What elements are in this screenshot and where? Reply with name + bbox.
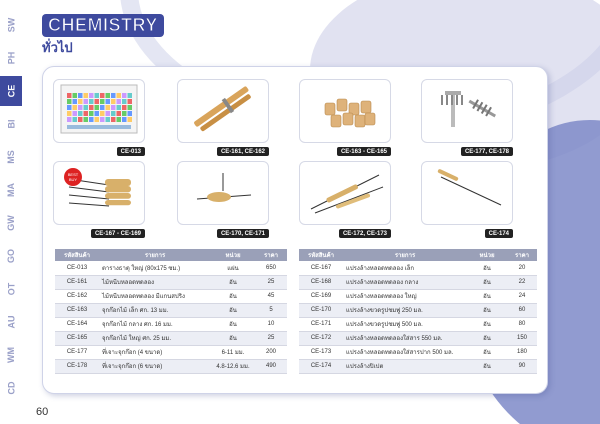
table-row — [299, 359, 537, 373]
product-price-cell: 5 — [255, 303, 287, 317]
product-unit-cell: อัน — [467, 359, 507, 373]
product-name-cell: แปรงล้างหลอดทดลอง ใหญ่ — [343, 289, 467, 303]
product-unit-cell: อัน — [467, 317, 507, 331]
product-code-cell: CE-169 — [299, 289, 343, 303]
product-code-tag: CE-161, CE-162 — [217, 147, 269, 156]
col-unit-header: หน่วย — [467, 249, 507, 261]
section-tab-ot[interactable] — [0, 274, 22, 304]
product-name-cell: จุกก๊อกไม้ เล็ก ศก. 13 มม. — [99, 303, 211, 317]
table-header-row — [55, 249, 287, 261]
table-header-row — [299, 249, 537, 261]
price-table-left — [55, 249, 287, 374]
section-tab-label: OT — [6, 282, 16, 296]
section-tab-cd[interactable] — [0, 373, 22, 403]
col-price-header: ราคา — [507, 249, 537, 261]
product-price-cell: 60 — [507, 303, 537, 317]
product-price-cell: 490 — [255, 359, 287, 373]
svg-text:BUY: BUY — [68, 176, 78, 182]
product-unit-cell: อัน — [467, 289, 507, 303]
product-code-tag: CE-170, CE-171 — [217, 229, 269, 238]
product-code-cell: CE-177 — [55, 345, 99, 359]
product-name-cell: ไม้หนีบหลอดทดลอง มีแกนสปริง — [99, 289, 211, 303]
product-code-tag: CE-167 - CE-169 — [91, 229, 145, 238]
section-tab-label: MA — [6, 183, 16, 197]
periodic-table-chart-icon — [59, 83, 139, 140]
page-subtitle: ทั่วไป — [42, 40, 73, 55]
product-code-cell: CE-170 — [299, 303, 343, 317]
product-name-cell: จุกก๊อกไม้ ใหญ่ ศก. 25 มม. — [99, 331, 211, 345]
product-code-cell: CE-171 — [299, 317, 343, 331]
product-code-tag: CE-172, CE-173 — [339, 229, 391, 238]
product-unit-cell: 6-11 มม. — [211, 345, 255, 359]
section-tab-label: SW — [6, 17, 16, 33]
product-code-cell: CE-164 — [55, 317, 99, 331]
product-panel — [42, 66, 548, 394]
section-tab-bi[interactable] — [0, 109, 22, 139]
product-price-cell: 24 — [507, 289, 537, 303]
product-unit-cell: อัน — [467, 345, 507, 359]
product-name-cell: ไม้หนีบหลอดทดลอง — [99, 275, 211, 289]
page-title: CHEMISTRY — [48, 15, 158, 35]
table-row — [299, 331, 537, 345]
product-name-cell: ที่เจาะจุกก๊อก (6 ขนาด) — [99, 359, 211, 373]
product-code-cell: CE-165 — [55, 331, 99, 345]
product-unit-cell: อัน — [211, 289, 255, 303]
product-name-cell: แปรงล้างหลอดทดลองใส่สาร 550 มล. — [343, 331, 467, 345]
product-name-cell: แปรงล้างปิเปต — [343, 359, 467, 373]
table-row — [55, 289, 287, 303]
product-unit-cell: อัน — [467, 261, 507, 275]
product-code-tag: CE-163 - CE-165 — [337, 147, 391, 156]
product-price-cell: 200 — [255, 345, 287, 359]
section-tab-label: PH — [5, 51, 16, 65]
section-tab-ma[interactable] — [0, 175, 22, 205]
product-code-cell: CE-161 — [55, 275, 99, 289]
product-price-cell: 90 — [507, 359, 537, 373]
product-code-tag: CE-013 — [117, 147, 145, 156]
product-unit-cell: อัน — [211, 331, 255, 345]
product-price-cell: 150 — [507, 331, 537, 345]
product-price-cell: 20 — [507, 261, 537, 275]
product-code-cell: CE-174 — [299, 359, 343, 373]
product-unit-cell: 4.8-12.6 มม. — [211, 359, 255, 373]
product-price-cell: 80 — [507, 317, 537, 331]
table-row — [299, 345, 537, 359]
product-image — [421, 161, 513, 225]
product-unit-cell: อัน — [467, 331, 507, 345]
section-tab-label: WM — [6, 347, 16, 363]
product-image — [421, 79, 513, 143]
section-tabs — [0, 10, 22, 414]
table-row — [55, 317, 287, 331]
product-unit-cell: อัน — [211, 303, 255, 317]
product-unit-cell: อัน — [211, 317, 255, 331]
product-image — [177, 79, 269, 143]
table-row — [299, 317, 537, 331]
product-unit-cell: อัน — [467, 303, 507, 317]
table-row — [55, 261, 287, 275]
product-name-cell: แปรงล้างขวดรูปชมพู่ 500 มล. — [343, 317, 467, 331]
section-tab-label: GW — [6, 215, 16, 231]
col-unit-header: หน่วย — [211, 249, 255, 261]
table-row — [55, 359, 287, 373]
product-price-cell: 180 — [507, 345, 537, 359]
product-price-cell: 22 — [507, 275, 537, 289]
section-tab-label: MS — [6, 150, 16, 164]
product-code-tag: CE-174 — [485, 229, 513, 238]
table-row — [55, 303, 287, 317]
product-code-cell: CE-173 — [299, 345, 343, 359]
product-image — [299, 161, 391, 225]
product-price-cell: 650 — [255, 261, 287, 275]
product-name-cell: แปรงล้างหลอดทดลองใส่สารปาก 500 มล. — [343, 345, 467, 359]
section-tab-label: AU — [6, 315, 16, 329]
product-name-cell: แปรงล้างหลอดทดลอง เล็ก — [343, 261, 467, 275]
product-image — [53, 79, 145, 143]
cork-borer-set-icon — [427, 83, 507, 140]
flask-brush-icon — [183, 165, 263, 222]
page-number: 60 — [36, 406, 49, 418]
table-row — [299, 261, 537, 275]
product-code-cell: CE-163 — [55, 303, 99, 317]
product-price-cell: 10 — [255, 317, 287, 331]
product-image — [177, 161, 269, 225]
col-name-header: รายการ — [343, 249, 467, 261]
section-tab-go[interactable] — [0, 241, 22, 271]
svg-text:BEST: BEST — [67, 171, 79, 177]
product-name-cell: ที่เจาะจุกก๊อก (4 ขนาด) — [99, 345, 211, 359]
burette-brushes-icon — [305, 165, 385, 222]
section-tab-label: BI — [6, 119, 16, 129]
product-unit-cell: แผ่น — [211, 261, 255, 275]
table-row — [299, 275, 537, 289]
product-unit-cell: อัน — [467, 275, 507, 289]
section-tab-label: CE — [5, 84, 16, 98]
product-price-cell: 45 — [255, 289, 287, 303]
product-unit-cell: อัน — [211, 275, 255, 289]
section-tab-gw[interactable] — [0, 208, 22, 238]
table-row — [299, 303, 537, 317]
cork-stoppers-icon — [305, 83, 385, 140]
table-row — [55, 275, 287, 289]
product-price-cell: 25 — [255, 331, 287, 345]
price-table-right — [299, 249, 537, 374]
product-image — [53, 161, 145, 225]
section-tab-au[interactable] — [0, 307, 22, 337]
product-code-cell: CE-162 — [55, 289, 99, 303]
table-row — [55, 345, 287, 359]
product-name-cell: จุกก๊อกไม้ กลาง ศก. 16 มม. — [99, 317, 211, 331]
section-tab-wm[interactable] — [0, 340, 22, 370]
test-tube-brushes-icon — [59, 165, 139, 222]
product-name-cell: แปรงล้างหลอดทดลอง กลาง — [343, 275, 467, 289]
product-code-cell: CE-167 — [299, 261, 343, 275]
product-code-cell: CE-172 — [299, 331, 343, 345]
table-row — [299, 289, 537, 303]
section-tab-ce[interactable] — [0, 76, 22, 106]
table-row — [55, 331, 287, 345]
product-name-cell: ตารางธาตุ ใหญ่ (80x175 ซม.) — [99, 261, 211, 275]
section-tab-ms[interactable] — [0, 142, 22, 172]
page-header — [42, 14, 164, 58]
product-image — [299, 79, 391, 143]
product-price-cell: 25 — [255, 275, 287, 289]
col-price-header: ราคา — [255, 249, 287, 261]
section-tab-label: GO — [5, 248, 16, 264]
wooden-test-tube-holder-icon — [183, 83, 263, 140]
section-tab-sw[interactable] — [0, 10, 22, 40]
product-code-cell: CE-013 — [55, 261, 99, 275]
product-code-tag: CE-177, CE-178 — [461, 147, 513, 156]
col-code-header: รหัสสินค้า — [299, 249, 343, 261]
col-name-header: รายการ — [99, 249, 211, 261]
col-code-header: รหัสสินค้า — [55, 249, 99, 261]
section-tab-label: CD — [6, 381, 16, 395]
section-tab-ph[interactable] — [0, 43, 22, 73]
pipette-brush-icon — [427, 165, 507, 222]
title-banner — [42, 14, 164, 37]
product-name-cell: แปรงล้างขวดรูปชมพู่ 250 มล. — [343, 303, 467, 317]
product-code-cell: CE-178 — [55, 359, 99, 373]
product-code-cell: CE-168 — [299, 275, 343, 289]
